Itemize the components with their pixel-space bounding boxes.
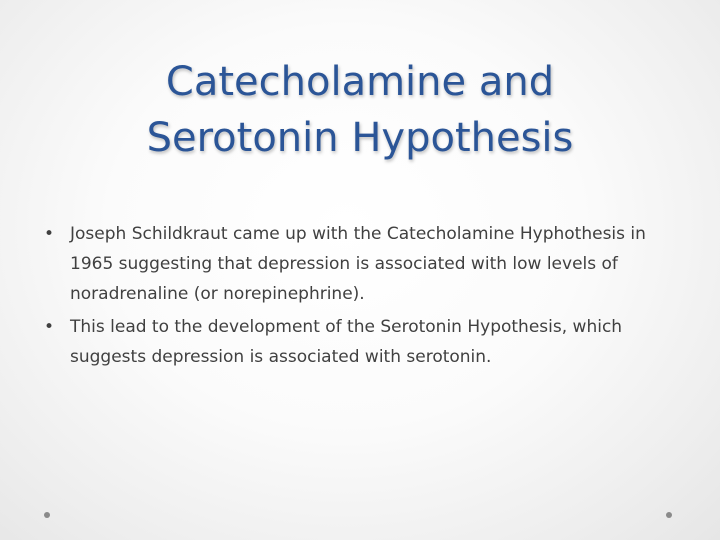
bullet-item bbox=[44, 219, 674, 309]
slide-title bbox=[60, 54, 660, 166]
slide-title-line-1: Catecholamine and bbox=[165, 59, 555, 105]
corner-dot-icon bbox=[666, 512, 672, 518]
bullet-item bbox=[44, 312, 674, 372]
bullet-text: Joseph Schildkraut came up with the Catecholamine Hyphothesis in 1965 suggesting that depression is associated with low levels of noradrenaline (or norepinephrine). bbox=[70, 224, 646, 304]
bullet-dot-icon: • bbox=[44, 317, 55, 337]
corner-dot-icon bbox=[44, 512, 50, 518]
slide-title-line-2: Serotonin Hypothesis bbox=[146, 115, 574, 161]
bullet-text: This lead to the development of the Serotonin Hypothesis, which suggests depression is associated with serotonin. bbox=[70, 317, 623, 367]
bullet-dot-icon: • bbox=[44, 224, 55, 244]
bullet-list bbox=[44, 219, 674, 375]
